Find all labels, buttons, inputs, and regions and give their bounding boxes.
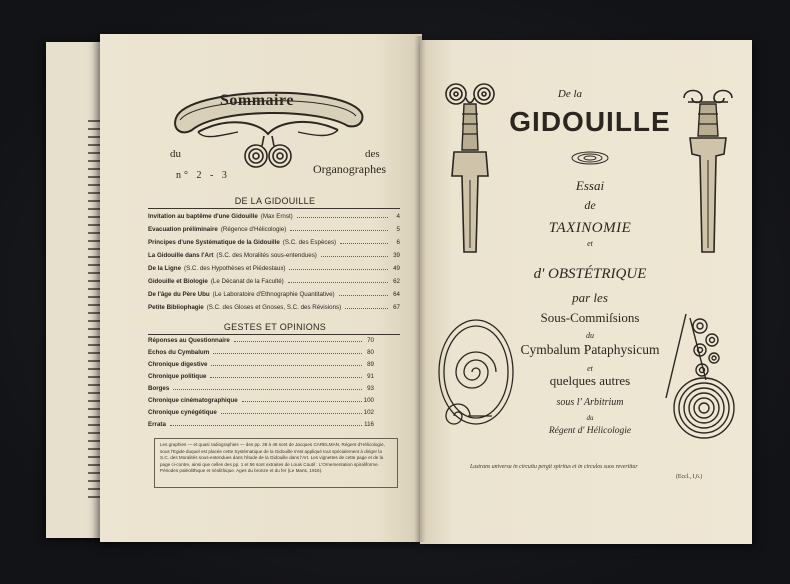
toc-row: Chronique cynégétique 102 [148,409,374,416]
taxinomie-label: TAXINOMIE [548,220,632,236]
section-title-gidouille: DE LA GIDOUILLE [234,196,316,206]
cymbalum-label: Cymbalum Pataphysicum [520,342,660,357]
arbitrium-label: sous l' Arbitrium [556,397,624,408]
du-label: du [170,148,181,160]
toc-row: Réponses au Questionnaire 70 [148,337,374,344]
toc-heading: Sommaire [220,92,294,109]
du-label-right-2: du [586,414,594,422]
toc-row: Borges 93 [148,385,374,392]
small-spiral-icon [570,150,610,166]
toc-row: De la Ligne (S.C. des Hypothèses et Piédestaux) 49 [148,265,400,272]
essai-label: Essai [575,178,605,193]
des-label: des [365,148,380,160]
toc-row: Chronique cinématographique 100 [148,397,374,404]
toc-row: Echos du Cymbalum 80 [148,349,374,356]
book-gutter [414,36,426,542]
toc-row: Evacuation préliminaire (Régence d'Hélicologie) 5 [148,226,400,233]
de-la-label: De la [557,88,583,100]
toc-row: Principes d'une Systématique de la Gidouille (S.C. des Espèces) 6 [148,239,400,246]
section-rule [148,208,400,209]
quelques-autres-label: quelques autres [549,373,631,388]
regent-label: Régent d' Hélicologie [548,426,632,436]
toc-row: Gidouille et Biologie (Le Décanat de la Faculté) 62 [148,278,400,285]
de-label: de [584,198,596,212]
toc-row: La Gidouille dans l'Art (S.C. des Moralités sous-entendues) 39 [148,252,400,259]
spiral-disk-icon [436,312,516,440]
toc-row: Chronique digestive 89 [148,361,374,368]
par-les-label: par les [572,290,608,305]
obstetrique-label: d' OBSTÉTRIQUE [533,266,647,282]
spiral-hilt-sword-icon [678,84,738,260]
section-rule [148,334,400,335]
latin-motto: Lustrans universa in circuitu pergit spiritus et in circulos suos revertitur [470,464,638,470]
section-title-gestes: GESTES ET OPINIONS [223,322,327,332]
organographes-label: Organographes [313,162,387,176]
toc-row: Petite Bibliophagie (S.C. des Gloses et Gnoses, S.C. des Révisions) 67 [148,304,400,311]
et-label-2: et [587,364,593,373]
sous-commissions-label: Sous-Commiſsions [540,310,640,325]
credits-note: Les graphies — et quasi radiographies — des pp. 39 à 48 sont de Jacques CARELMAN, Régent d'Hélicologie, sous l'Egide duquel est placée cette Systématique de la Gidouille s'est appliqué tout spécialement à diriger la S.C. des Moralités sous-entendues dans l'étude de la Gidouille dans l'Art. Les vignettes de cette page et de la page ci-contre, ainsi que celles des pp. 1 et 56 sont extraites de Louis Coutil : L'Ornementation spiraliforme. Périodes paléolithique et néolithique. Ages du bronze et du fer (Le Mans, 1916). [154,438,398,488]
du-label-right: du [586,331,594,340]
spiral-hilt-sword-icon [440,80,500,260]
issue-number: n° 2 - 3 [176,170,230,181]
spiral-fibula-icon [660,310,744,440]
toc-row: Chronique politique 91 [148,373,374,380]
toc-row: Errata 116 [148,421,374,428]
et-label: et [587,239,593,248]
motto-reference: (Eccl., I,6.) [676,474,703,480]
main-title: GIDOUILLE [509,106,671,137]
toc-row: De l'âge du Père Ubu (Le Laboratoire d'Ethnographie Quantitative) 64 [148,291,400,298]
toc-row: Invitation au baptême d'une Gidouille (Max Ernst) 4 [148,213,400,220]
